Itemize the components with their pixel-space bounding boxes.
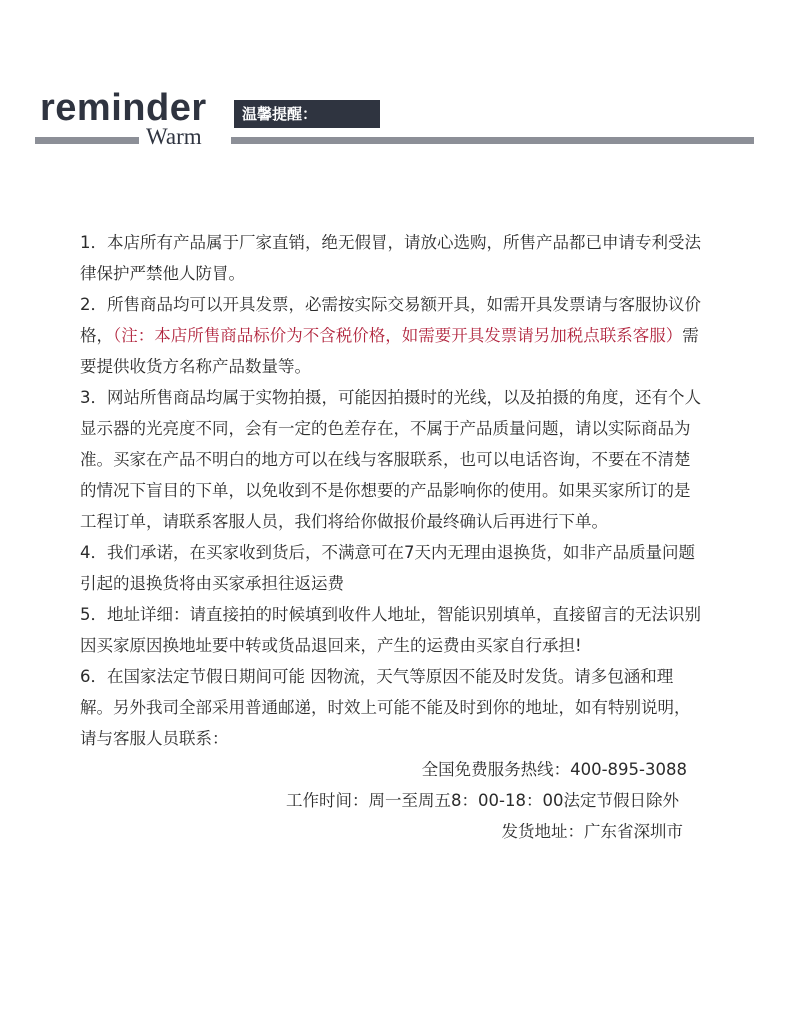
divider-bar-right	[231, 137, 754, 144]
warm-subtitle: Warm	[146, 124, 202, 149]
item-2-text: 2．所售商品均可以开具发票，必需按实际交易额开具，如需开具发票请与客服协议价格，	[80, 295, 701, 345]
ship-from-line: 发货地址：广东省深圳市	[501, 822, 683, 841]
item-2-tax-note: （注：本店所售商品标价为不含税价格，如需要开具发票请另加税点联系客服）	[113, 326, 683, 345]
item-3-photo-disclaimer: 3．网站所售商品均属于实物拍摄，可能因拍摄时的光线，以及拍摄的角度，还有个人显示器的光亮度不同，会有一定的色差存在，不属于产品质量问题，请以实际商品为准。买家在产品不明白的地方可以在线与客服联系，也可以电话咨询，不要在不清楚的情况下盲目的下单，以免收到不是你想要的产品影响你的使用。如果买家所订的是工程订单，请联系客服人员，我们将给你做报价最终确认后再进行下单。	[80, 388, 701, 531]
reminder-header	[0, 0, 790, 160]
notice-badge: 温馨提醒：	[234, 100, 380, 128]
item-1-authenticity: 1．本店所有产品属于厂家直销，绝无假冒，请放心选购，所售产品都已申请专利受法律保护严禁他人防冒。	[80, 233, 701, 283]
divider-bar-left	[35, 137, 139, 144]
item-2-invoice	[80, 289, 705, 382]
item-2-text-end: 需要提供收货方名称产品数量等。	[80, 326, 699, 376]
reminder-title: reminder	[40, 87, 207, 129]
hotline-line: 全国免费服务热线：400-895-3088	[421, 760, 687, 779]
notice-content	[80, 227, 705, 847]
item-4-returns: 4．我们承诺，在买家收到货后，不满意可在7天内无理由退换货，如非产品质量问题引起的退换货将由买家承担往返运费	[80, 543, 695, 593]
item-5-address: 5．地址详细：请直接拍的时候填到收件人地址，智能识别填单，直接留言的无法识别因买家原因换地址要中转或货品退回来，产生的运费由买家自行承担!	[80, 605, 701, 655]
item-6-holidays: 6．在国家法定节假日期间可能 因物流，天气等原因不能及时发货。请多包涵和理解。另外我司全部采用普通邮递，时效上可能不能及时到你的地址，如有特别说明，请与客服人员联系：	[80, 667, 691, 748]
working-hours-line: 工作时间：周一至周五8：00-18：00法定节假日除外	[286, 791, 679, 810]
